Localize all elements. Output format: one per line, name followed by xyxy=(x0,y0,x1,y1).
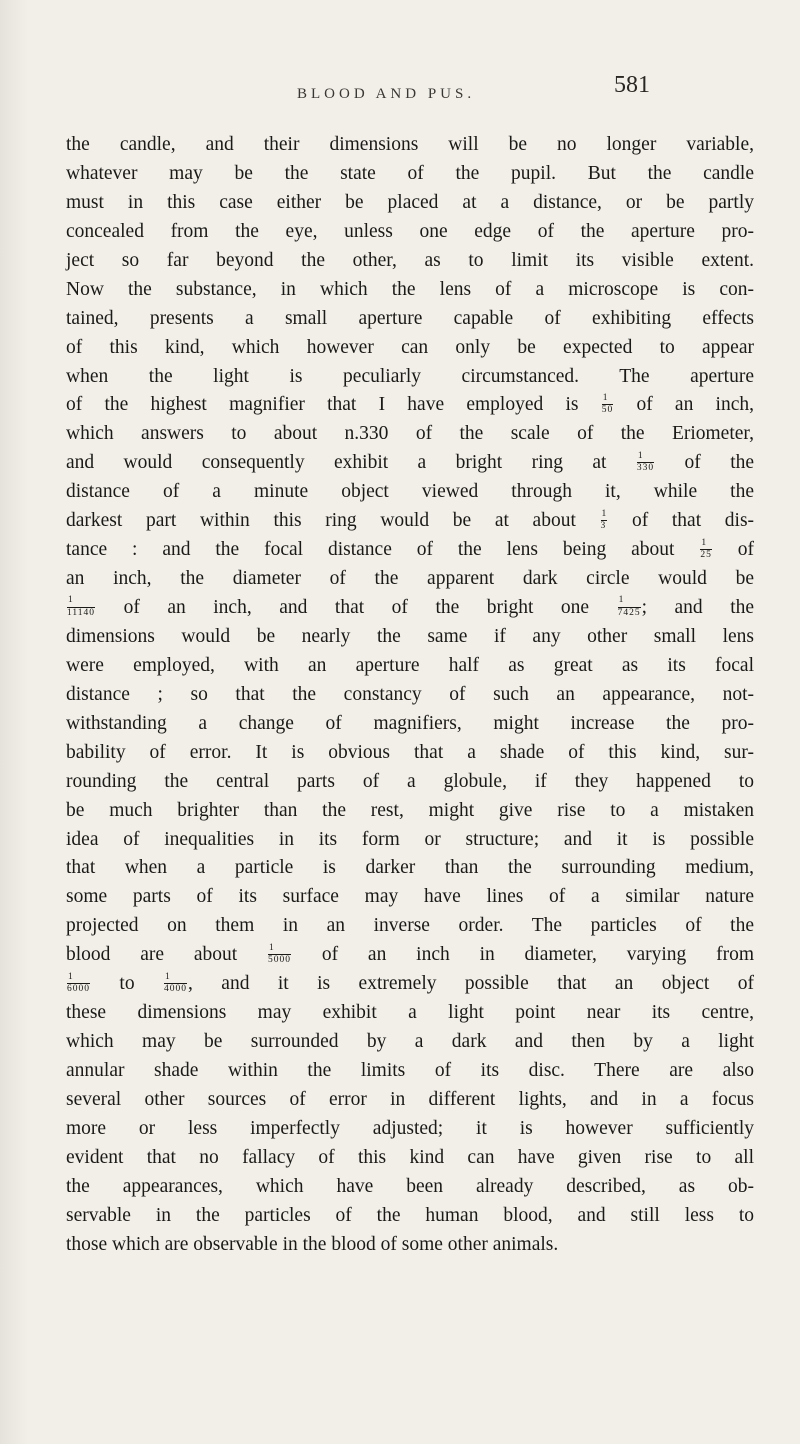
line-text: and would consequently exhibit a bright ring at xyxy=(66,452,607,474)
text-line: which may be surrounded by a dark and then by a light xyxy=(66,1031,754,1053)
fraction-denominator: 3 xyxy=(600,521,607,532)
text-line-with-fraction xyxy=(66,536,754,565)
fraction-denominator: 330 xyxy=(636,463,655,474)
text-line-with-fraction xyxy=(66,941,754,970)
text-line: the appearances, which have been already described, as ob- xyxy=(66,1175,754,1197)
text-line: the candle, and their dimensions will be no longer variable, xyxy=(66,134,754,155)
text-line: tained, presents a small aperture capable of exhibiting effects xyxy=(66,307,754,329)
line-text: of that dis- xyxy=(631,510,755,532)
text-line: an inch, the diameter of the apparent dark circle would be xyxy=(66,568,754,590)
fraction-numerator: 1 xyxy=(602,394,614,406)
fraction-denominator: 11140 xyxy=(67,607,96,618)
fraction xyxy=(700,539,712,561)
fraction xyxy=(164,973,187,995)
text-line-with-fraction xyxy=(66,449,754,478)
line-text: , and it is extremely possible that an object of xyxy=(188,973,755,995)
fraction xyxy=(618,596,641,618)
fraction-denominator: 25 xyxy=(700,550,712,561)
fraction-numerator: 1 xyxy=(67,973,90,985)
line-text: darkest part within this ring would be at about xyxy=(66,510,576,532)
line-text: tance : and the focal distance of the lens being about xyxy=(66,539,675,561)
line-text: blood are about xyxy=(66,944,238,966)
text-line: be much brighter than the rest, might give rise to a mistaken xyxy=(66,799,754,821)
text-line: servable in the particles of the human blood, and still less to xyxy=(66,1204,754,1226)
fraction-denominator: 50 xyxy=(601,405,614,416)
text-line: whatever may be the state of the pupil. But the candle xyxy=(66,162,754,184)
fraction xyxy=(637,452,654,474)
line-text: to xyxy=(119,973,135,995)
fraction xyxy=(601,510,608,532)
text-line-with-fraction xyxy=(66,507,754,536)
text-line: of this kind, which however can only be expected to appear xyxy=(66,336,754,358)
fraction-denominator: 5000 xyxy=(268,955,292,966)
text-line: which answers to about n.330 of the scale of the Eriometer, xyxy=(66,423,754,445)
text-line: several other sources of error in different lights, and in a focus xyxy=(66,1088,754,1110)
fraction-numerator: 1 xyxy=(268,944,291,956)
text-line: ject so far beyond the other, as to limit its visible extent. xyxy=(66,249,754,271)
running-title: BLOOD AND PUS. xyxy=(297,86,476,102)
fraction-numerator: 1 xyxy=(700,539,712,551)
text-line: idea of inequalities in its form or structure; and it is possible xyxy=(66,828,754,850)
fraction-numerator: 1 xyxy=(637,452,654,464)
text-line: withstanding a change of magnifiers, might increase the pro- xyxy=(66,712,754,734)
fraction-numerator: 1 xyxy=(67,596,95,608)
line-text: ; and the xyxy=(641,597,755,618)
text-line: distance ; so that the constancy of such an appearance, not- xyxy=(66,683,754,705)
page-number: 581 xyxy=(614,72,650,98)
text-line: were employed, with an aperture half as great as its focal xyxy=(66,654,754,676)
text-line: rounding the central parts of a globule, if they happened to xyxy=(66,770,754,792)
text-line: dimensions would be nearly the same if any other small lens xyxy=(66,625,754,647)
line-text: of the xyxy=(684,452,755,474)
text-line: these dimensions may exhibit a light point near its centre, xyxy=(66,1002,754,1024)
text-line-with-fraction xyxy=(66,594,754,623)
text-line: evident that no fallacy of this kind can have given rise to all xyxy=(66,1146,754,1168)
fraction xyxy=(67,973,90,995)
text-line: distance of a minute object viewed through it, while the xyxy=(66,481,754,503)
fraction xyxy=(67,596,95,618)
line-text: of an inch in diameter, varying from xyxy=(321,944,754,966)
fraction-denominator: 7425 xyxy=(617,607,641,618)
fraction xyxy=(268,944,291,966)
fraction-numerator: 1 xyxy=(164,973,187,985)
fraction-denominator: 4000 xyxy=(164,984,188,995)
fraction-numerator: 1 xyxy=(618,596,641,608)
fraction-numerator: 1 xyxy=(601,510,608,522)
text-line: that when a particle is darker than the surrounding medium, xyxy=(66,857,754,879)
text-line: those which are observable in the blood of some other animals. xyxy=(66,1233,559,1255)
text-line: concealed from the eye, unless one edge of the aperture pro- xyxy=(66,220,754,242)
body-paragraph xyxy=(66,131,754,1260)
text-line: some parts of its surface may have lines of a similar nature xyxy=(66,886,754,908)
text-line-with-fraction xyxy=(66,970,754,999)
text-line: Now the substance, in which the lens of a microscope is con- xyxy=(66,278,754,300)
text-line: annular shade within the limits of its disc. There are also xyxy=(66,1060,754,1081)
text-line: must in this case either be placed at a distance, or be partly xyxy=(66,191,754,213)
line-text: of the highest magnifier that I have employed is xyxy=(66,394,579,416)
line-text: of an inch, and that of the bright one xyxy=(123,597,590,618)
fraction xyxy=(602,394,614,416)
text-line: bability of error. It is obvious that a shade of this kind, sur- xyxy=(66,741,754,763)
text-line-with-fraction xyxy=(66,391,754,420)
text-line: when the light is peculiarly circumstanced. The aperture xyxy=(66,365,754,387)
fraction-denominator: 6000 xyxy=(67,984,90,995)
running-header xyxy=(0,72,800,112)
text-line: projected on them in an inverse order. The particles of the xyxy=(66,915,754,937)
page-edge-shadow xyxy=(0,0,28,1444)
text-line: more or less imperfectly adjusted; it is however sufficiently xyxy=(66,1117,754,1139)
line-text: of an inch, xyxy=(636,394,754,416)
line-text: of xyxy=(737,539,755,561)
